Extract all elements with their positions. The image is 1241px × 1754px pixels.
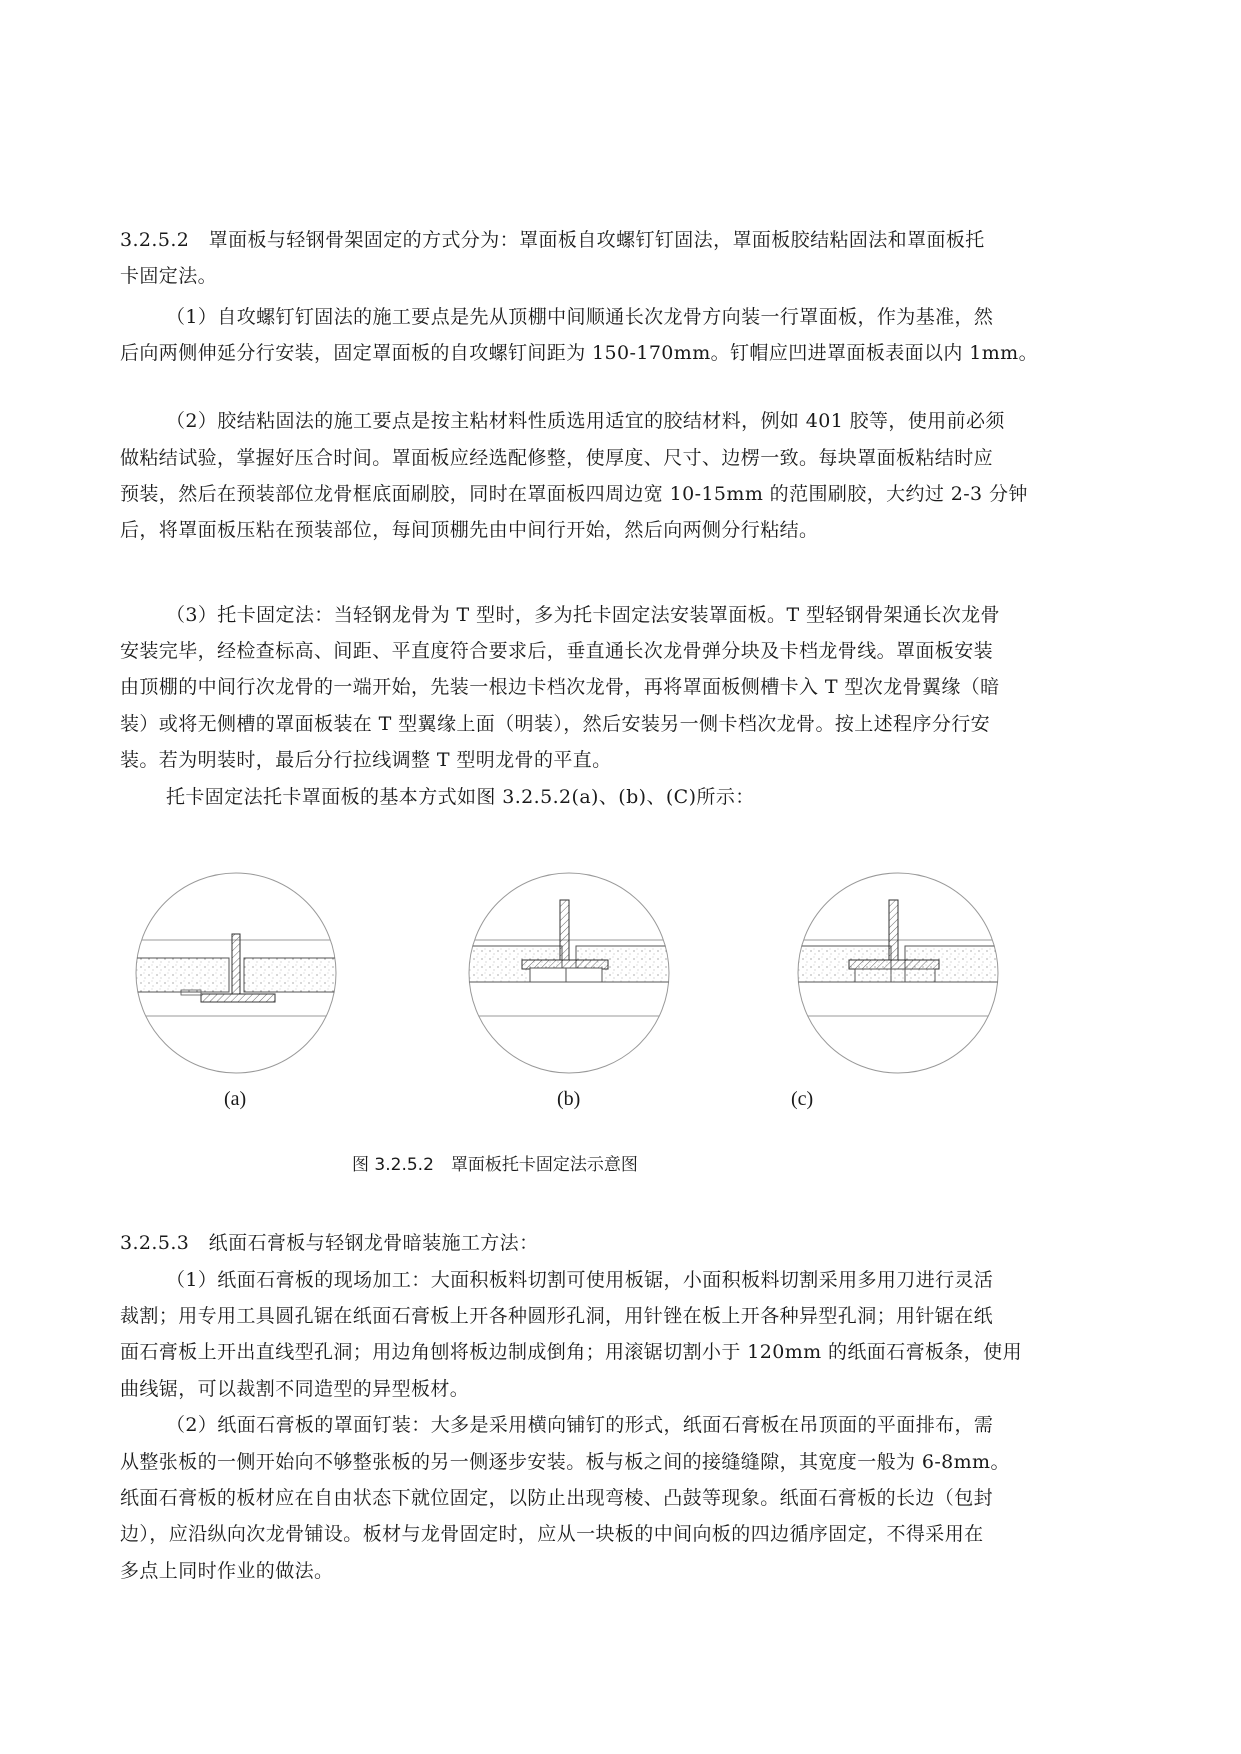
paragraph-line: （3）托卡固定法：当轻钢龙骨为 T 型时，多为托卡固定法安装罩面板。T 型轻钢骨架通长次龙骨 — [166, 604, 1000, 626]
paragraph-line: 预装，然后在预装部位龙骨框底面刷胶，同时在罩面板四周边宽 10-15mm 的范围刷胶，大约过 2-3 分钟 — [120, 483, 1028, 505]
paragraph-line: 后向两侧伸延分行安装，固定罩面板的自攻螺钉间距为 150-170mm。钉帽应凹进罩面板表面以内 1mm。 — [120, 342, 1038, 364]
section-heading-3253: 3.2.5.3 纸面石膏板与轻钢龙骨暗装施工方法： — [120, 1232, 539, 1254]
paragraph-line: 装。若为明装时，最后分行拉线调整 T 型明龙骨的平直。 — [120, 749, 612, 771]
figure-c-caption: (c) — [791, 1088, 814, 1110]
paragraph-line: 纸面石膏板的板材应在自由状态下就位固定，以防止出现弯棱、凸鼓等现象。纸面石膏板的长边（包封 — [120, 1487, 994, 1509]
paragraph-line: 安装完毕，经检查标高、间距、平直度符合要求后，垂直通长次龙骨弹分块及卡档龙骨线。罩面板安装 — [120, 640, 994, 662]
figure-b-caption: (b) — [557, 1088, 581, 1110]
figure-a-caption: (a) — [224, 1088, 247, 1110]
paragraph-line: 做粘结试验，掌握好压合时间。罩面板应经选配修整，使厚度、尺寸、边楞一致。每块罩面板粘结时应 — [120, 447, 994, 469]
paragraph-line: 面石膏板上开出直线型孔洞；用边角刨将板边制成倒角；用滚锯切割小于 120mm 的纸面石膏板条，使用 — [120, 1341, 1022, 1363]
section-heading-3252: 3.2.5.2 罩面板与轻钢骨架固定的方式分为：罩面板自攻螺钉钉固法，罩面板胶结粘固法和罩面板托 — [120, 229, 985, 251]
paragraph-line: 卡固定法。 — [120, 265, 218, 287]
paragraph-line: 托卡固定法托卡罩面板的基本方式如图 3.2.5.2(a)、(b)、(C)所示： — [166, 786, 755, 808]
paragraph-line: （2）纸面石膏板的罩面钉装：大多是采用横向铺钉的形式，纸面石膏板在吊顶面的平面排布，需 — [166, 1414, 994, 1436]
paragraph-line: （2）胶结粘固法的施工要点是按主粘材料性质选用适宜的胶结材料，例如 401 胶等，使用前必须 — [166, 410, 1005, 432]
paragraph-line: 从整张板的一侧开始向不够整张板的另一侧逐步安装。板与板之间的接缝缝隙，其宽度一般为 6-8mm。 — [120, 1451, 1010, 1473]
paragraph-line: 边），应沿纵向次龙骨铺设。板材与龙骨固定时，应从一块板的中间向板的四边循序固定，不得采用在 — [120, 1523, 984, 1545]
figure-c-diagram — [793, 868, 1003, 1078]
paragraph-line: （1）自攻螺钉钉固法的施工要点是先从顶棚中间顺通长次龙骨方向装一行罩面板，作为基准，然 — [166, 306, 994, 328]
paragraph-line: 由顶棚的中间行次龙骨的一端开始，先装一根边卡档次龙骨，再将罩面板侧槽卡入 T 型次龙骨翼缘（暗 — [120, 676, 1000, 698]
paragraph-line: 装）或将无侧槽的罩面板装在 T 型翼缘上面（明装），然后安装另一侧卡档次龙骨。按上述程序分行安 — [120, 713, 991, 735]
paragraph-line: 曲线锯，可以裁割不同造型的异型板材。 — [120, 1378, 470, 1400]
paragraph-line: 后，将罩面板压粘在预装部位，每间顶棚先由中间行开始，然后向两侧分行粘结。 — [120, 519, 819, 541]
figure-b-diagram — [464, 868, 674, 1078]
figure-title: 图 3.2.5.2 罩面板托卡固定法示意图 — [352, 1155, 638, 1175]
paragraph-line: 裁割；用专用工具圆孔锯在纸面石膏板上开各种圆形孔洞，用针锉在板上开各种异型孔洞；用针锯在纸 — [120, 1305, 994, 1327]
paragraph-line: 多点上同时作业的做法。 — [120, 1560, 334, 1582]
paragraph-line: （1）纸面石膏板的现场加工：大面积板料切割可使用板锯，小面积板料切割采用多用刀进行灵活 — [166, 1269, 994, 1291]
figure-a-diagram — [131, 868, 341, 1078]
